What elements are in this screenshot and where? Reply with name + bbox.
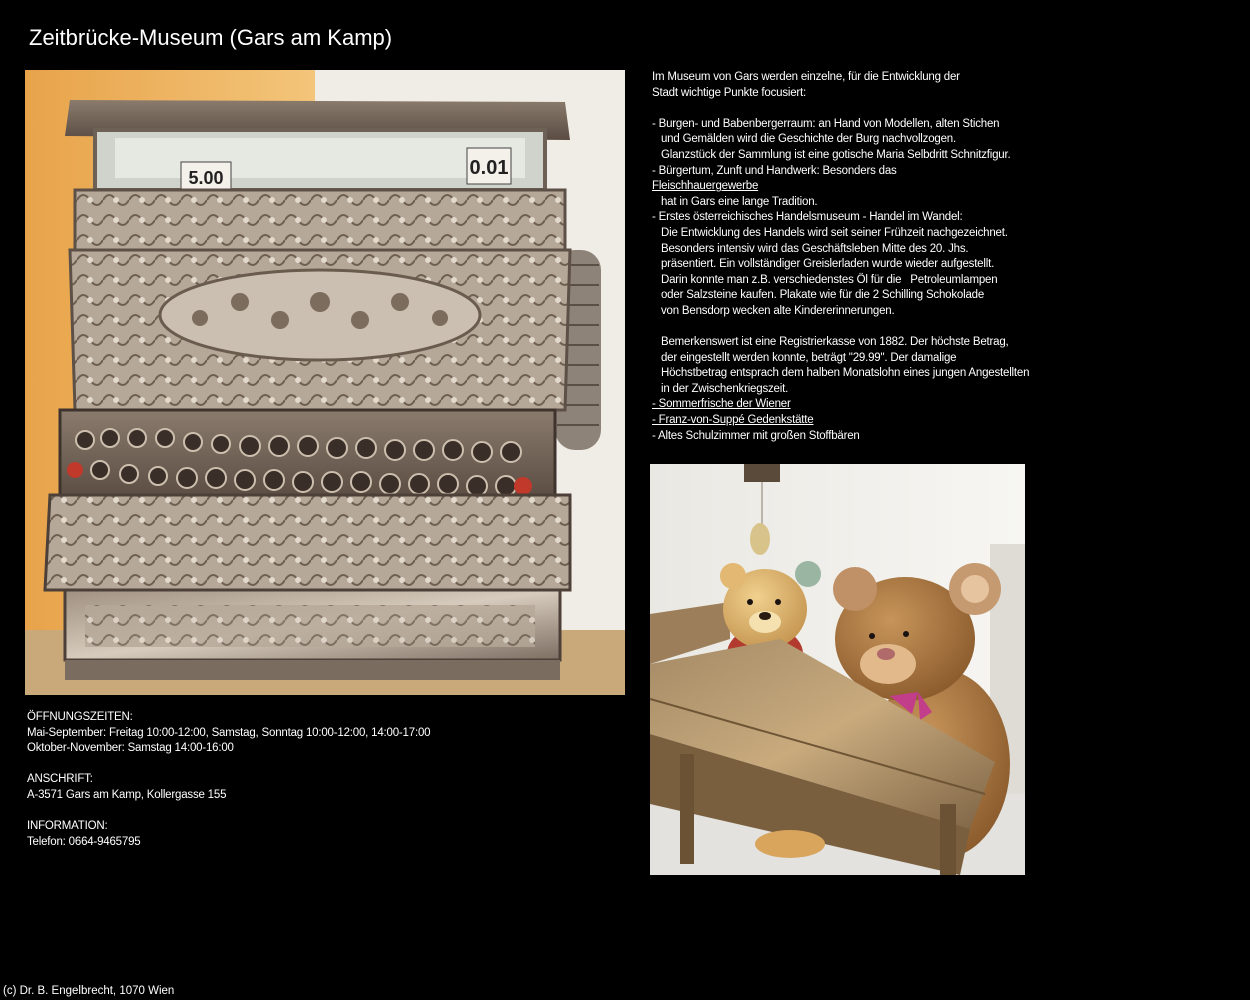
opening-hours-heading: ÖFFNUNGSZEITEN: (27, 711, 133, 723)
description-line: der eingestellt werden konnte, beträgt "29.99". Der damalige (652, 351, 957, 364)
visitor-info (27, 710, 587, 850)
description-line: präsentiert. Ein vollständiger Greislerladen wurde wieder aufgestellt. (652, 258, 995, 271)
description-line: hat in Gars eine lange Tradition. (652, 195, 818, 208)
description-line: oder Salzsteine kaufen. Plakate wie für die 2 Schilling Schokolade (652, 289, 985, 302)
page-title: Zeitbrücke-Museum (Gars am Kamp) (29, 25, 393, 50)
description-line: in der Zwischenkriegszeit. (652, 382, 789, 395)
teddy-bears-photo (650, 464, 1025, 875)
description-line: Die Entwicklung des Handels wird seit seiner Frühzeit nachgezeichnet. (652, 226, 1008, 239)
description-line: Im Museum von Gars werden einzelne, für die Entwicklung der (652, 71, 960, 83)
description-line: Bemerkenswert ist eine Registrierkasse von 1882. Der höchste Betrag, (652, 336, 1009, 349)
description-line: - Erstes österreichisches Handelsmuseum - Handel im Wandel: (652, 211, 963, 224)
description-line: - Bürgertum, Zunft und Handwerk: Besonders das (652, 164, 897, 177)
register-flag-left: 5.00 (188, 168, 224, 188)
description-link[interactable]: - Sommerfrische der Wiener (652, 398, 791, 411)
register-flag-right: 0.01 (469, 157, 509, 179)
description-line: Höchstbetrag entsprach dem halben Monatslohn eines jungen Angestellten (652, 367, 1030, 380)
cash-register-photo (25, 70, 625, 695)
description-line (652, 320, 1092, 336)
address: A-3571 Gars am Kamp, Kollergasse 155 (27, 788, 227, 801)
description-line (652, 413, 1092, 429)
description-line: Glanzstück der Sammlung ist eine gotische Maria Selbdritt Schnitzfigur. (652, 148, 1011, 161)
description-line: - Altes Schulzimmer mit großen Stoffbären (652, 429, 860, 442)
description-line (652, 101, 1092, 117)
description-line: - Burgen- und Babenbergerraum: an Hand von Modellen, alten Stichen (652, 117, 1000, 130)
description-line (652, 397, 1092, 413)
description-line (652, 179, 1092, 195)
address-heading: ANSCHRIFT: (27, 773, 93, 786)
description-line: Besonders intensiv wird das Geschäftsleben Mitte des 20. Jhs. (652, 242, 969, 255)
opening-hours-autumn: Oktober-November: Samstag 14:00-16:00 (27, 742, 234, 755)
description-line: Stadt wichtige Punkte focusiert: (652, 86, 807, 99)
opening-hours-summer: Mai-September: Freitag 10:00-12:00, Samstag, Sonntag 10:00-12:00, 14:00-17:00 (27, 726, 431, 739)
description-line: Darin konnte man z.B. verschiedenstes Öl für die Petroleumlampen (652, 273, 998, 286)
description-line: von Bensdorp wecken alte Kindererinnerungen. (652, 304, 895, 317)
phone-number: Telefon: 0664-9465795 (27, 835, 141, 848)
description-link[interactable]: Fleischhauergewerbe (652, 180, 759, 193)
information-heading: INFORMATION: (27, 820, 108, 833)
description-link[interactable]: - Franz-von-Suppé Gedenkstätte (652, 414, 814, 427)
copyright-footer: (c) Dr. B. Engelbrecht, 1070 Wien (3, 985, 175, 997)
museum-description (652, 70, 1092, 444)
description-line: und Gemälden wird die Geschichte der Burg nachvollzogen. (652, 133, 956, 146)
